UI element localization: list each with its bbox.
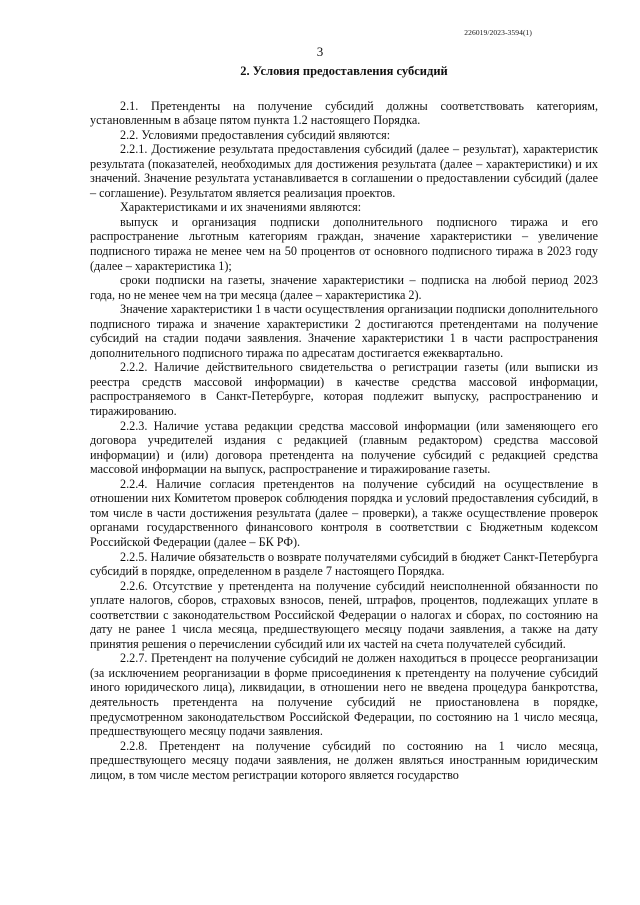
- document-id: 226019/2023-3594(1): [464, 28, 532, 37]
- paragraph-2-2-8: 2.2.8. Претендент на получение субсидий по состоянию на 1 число месяца, предшествующего месяцу подачи заявления, не должен являться иностранным юридическим лицом, в том числе местом регистрации которого является государство: [90, 738, 598, 782]
- paragraph-2-2-6: 2.2.6. Отсутствие у претендента на получение субсидий неисполненной обязанности по уплате налогов, сборов, страховых взносов, пеней, штрафов, процентов, подлежащих уплате в соответствии с законодательством Российской Федерации о налогах и сборах, по состоянию на дату не ранее 1 числа месяца, предшествующего месяцу подачи заявления, а также на дату принятия решения о перечислении субсидий или их частей на счета получателей субсидий.: [90, 578, 598, 651]
- paragraph-characteristics-intro: Характеристиками и их значениями являются:: [120, 200, 362, 215]
- paragraph-characteristic-1: выпуск и организация подписки дополнительного подписного тиража и его распространение льготным категориям граждан, значение характеристики – увеличение подписного тиража не менее чем на 50 процентов от основного подписного тиража в 2023 году (далее – характеристика 1);: [90, 214, 598, 273]
- paragraph-2-2: 2.2. Условиями предоставления субсидий являются:: [120, 127, 391, 142]
- section-title: 2. Условия предоставления субсидий: [240, 64, 448, 78]
- paragraph-2-2-7: 2.2.7. Претендент на получение субсидий не должен находиться в процессе реорганизации (за исключением реорганизации в форме присоединения к претенденту на получение субсидий иного юридического лица), ликвидации, в отношении него не введена процедура банкротства, деятельность претендента на получение субсидий не приостановлена в порядке, предусмотренном законодательством Российской Федерации, по состоянию на 1 число месяца, предшествующего месяцу подачи заявления.: [90, 651, 598, 739]
- document-body: [90, 64, 598, 782]
- paragraph-2-2-3: 2.2.3. Наличие устава редакции средства массовой информации (или заменяющего его договора учредителей издания с редакцией (главным редактором) средства массовой информации) и (или) договора претендента на получение субсидий с редакцией средства массовой информации на выпуск, распространение и тиражирование газеты.: [90, 418, 598, 477]
- paragraph-2-2-4: 2.2.4. Наличие согласия претендентов на получение субсидий на осуществление в отношении них Комитетом проверок соблюдения порядка и условий предоставления субсидий, в том числе в части достижения результата (далее – проверки), а также осуществление проверок органами государственного финансового контроля в соответствии с Бюджетным кодексом Российской Федерации (далее – БК РФ).: [90, 476, 598, 549]
- paragraph-2-2-5: 2.2.5. Наличие обязательств о возврате получателями субсидий в бюджет Санкт-Петербурга субсидий в порядке, определенном в разделе 7 настоящего Порядка.: [90, 549, 598, 579]
- paragraph-2-2-1: 2.2.1. Достижение результата предоставления субсидий (далее – результат), характеристик результата (показателей, необходимых для достижения результата (далее – характеристики) и их значений. Значение результата устанавливается в соглашении о предоставлении субсидий (далее – соглашение). Результатом является реализация проектов.: [90, 142, 598, 200]
- paragraph-characteristics-achievement: Значение характеристики 1 в части осуществления организации подписки дополнительного подписного тиража и значение характеристики 2 достигаются претендентами на получение субсидий на стадии подачи заявления. Значение характеристики 1 в части распространения дополнительного подписного тиража по адресатам достигается ежеквартально.: [90, 302, 598, 360]
- paragraph-2-1: 2.1. Претенденты на получение субсидий должны соответствовать категориям, установленным в абзаце пятом пункта 1.2 настоящего Порядка.: [90, 98, 598, 128]
- paragraph-characteristic-2: сроки подписки на газеты, значение характеристики – подписка на любой период 2023 года, но не менее чем на три месяца (далее – характеристика 2).: [90, 273, 598, 302]
- paragraph-2-2-2: 2.2.2. Наличие действительного свидетельства о регистрации газеты (или выписки из реестра средств массовой информации) в качестве средства массовой информации, распространяемого в Санкт-Петербурге, которая подлежит выпуску, распространению и тиражированию.: [90, 360, 598, 419]
- page-number: 3: [316, 44, 324, 59]
